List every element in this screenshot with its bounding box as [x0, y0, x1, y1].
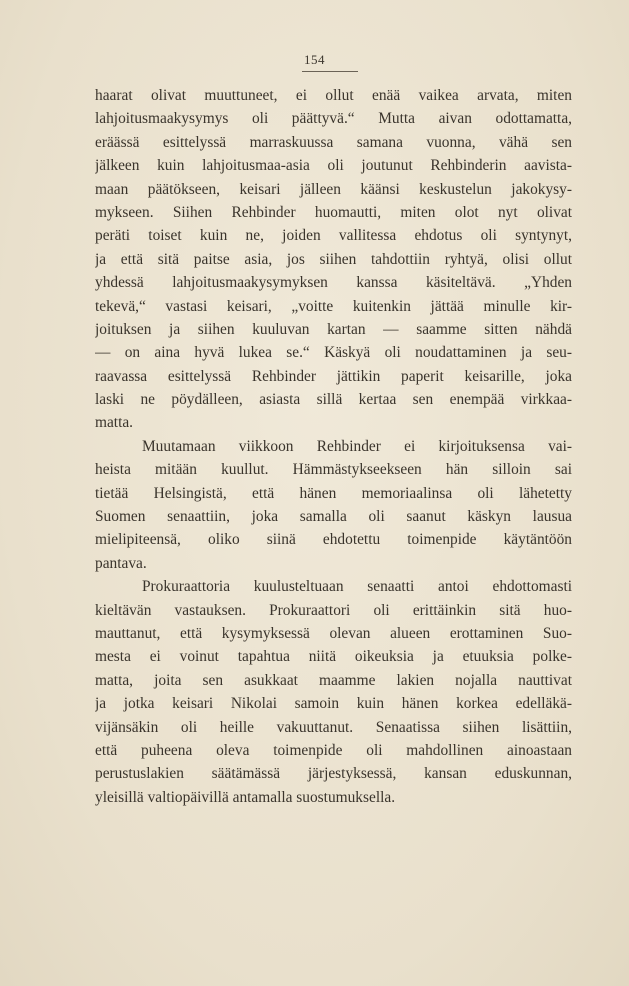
text-line: mesta ei voinut tapahtua niitä oikeuksia ja etuuksia polke-: [95, 648, 572, 666]
text-line: tekevä,“ vastasi keisari, „voitte kuitenkin jättää minulle kir-: [95, 297, 572, 315]
body-text: [95, 84, 572, 809]
text-line: ja että sitä paitse asia, jos siihen tahdottiin ryhtyä, olisi ollut: [95, 250, 572, 268]
text-line: perustuslakien säätämässä järjestyksessä, kansan eduskunnan,: [95, 765, 572, 783]
text-line: heista mitään kuullut. Hämmästykseekseen hän silloin sai: [95, 461, 572, 479]
text-line: mauttanut, että kysymyksessä olevan alueen erottaminen Suo-: [95, 624, 572, 642]
text-line: — on aina hyvä lukea se.“ Käskyä oli noudattaminen ja seu-: [95, 344, 572, 362]
text-line: eräässä esittelyssä marraskuussa samana vuonna, vähä sen: [95, 133, 572, 151]
text-line: raavassa esittelyssä Rehbinder jättikin paperit keisarille, joka: [95, 367, 572, 385]
text-line: laski ne pöydälleen, asiasta sillä kertaa sen enempää virkkaa-: [95, 391, 572, 409]
text-line: mykseen. Siihen Rehbinder huomautti, miten olot nyt olivat: [95, 203, 572, 221]
paragraph: [95, 435, 572, 575]
text-line: maan päätökseen, keisari jälleen käänsi keskustelun jakokysy-: [95, 180, 572, 198]
text-line: haarat olivat muuttuneet, ei ollut enää vaikea arvata, miten: [95, 87, 572, 104]
text-line: Muutamaan viikkoon Rehbinder ei kirjoituksensa vai-: [142, 437, 572, 455]
paragraph: [95, 575, 572, 809]
page-number: 154: [304, 52, 325, 67]
text-line: matta.: [95, 414, 134, 432]
text-line: yleisillä valtiopäivillä antamalla suostumuksella.: [95, 788, 396, 806]
text-line: pantava.: [95, 554, 147, 572]
text-line: matta, joita sen asukkaat maamme lakien nojalla nauttivat: [95, 671, 572, 689]
page-number-rule: [302, 71, 358, 72]
text-line: Suomen senaattiin, joka samalla oli saanut käskyn lausua: [95, 508, 572, 526]
text-line: kieltävän vastauksen. Prokuraattori oli erittäinkin sitä huo-: [95, 601, 572, 619]
text-line: Prokuraattoria kuulusteltuaan senaatti antoi ehdottomasti: [142, 578, 572, 596]
text-line: jälkeen kuin lahjoitusmaa-asia oli joutunut Rehbinderin aavista-: [95, 157, 572, 175]
text-line: joituksen ja siihen kuuluvan kartan — saamme sitten nähdä: [95, 320, 572, 338]
text-line: ja jotka keisari Nikolai samoin kuin hänen korkea edelläkä-: [95, 695, 572, 713]
text-line: yhdessä lahjoitusmaakysymyksen kanssa käsiteltävä. „Yhden: [95, 274, 572, 292]
text-line: lahjoitusmaakysymys oli päättyvä.“ Mutta aivan odottamatta,: [95, 110, 572, 128]
text-line: mielipiteensä, oliko siinä ehdotettu toimenpide käytäntöön: [95, 531, 572, 549]
text-line: että puheena oleva toimenpide oli mahdollinen ainoastaan: [95, 741, 572, 759]
text-line: peräti toiset kuin ne, joiden vallitessa ehdotus oli syntynyt,: [95, 227, 572, 245]
text-line: tietää Helsingistä, että hänen memoriaalinsa oli lähetetty: [95, 484, 572, 502]
text-line: vijänsäkin oli heille vakuuttanut. Senaatissa siihen lisättiin,: [95, 718, 572, 736]
paragraph: [95, 84, 572, 435]
